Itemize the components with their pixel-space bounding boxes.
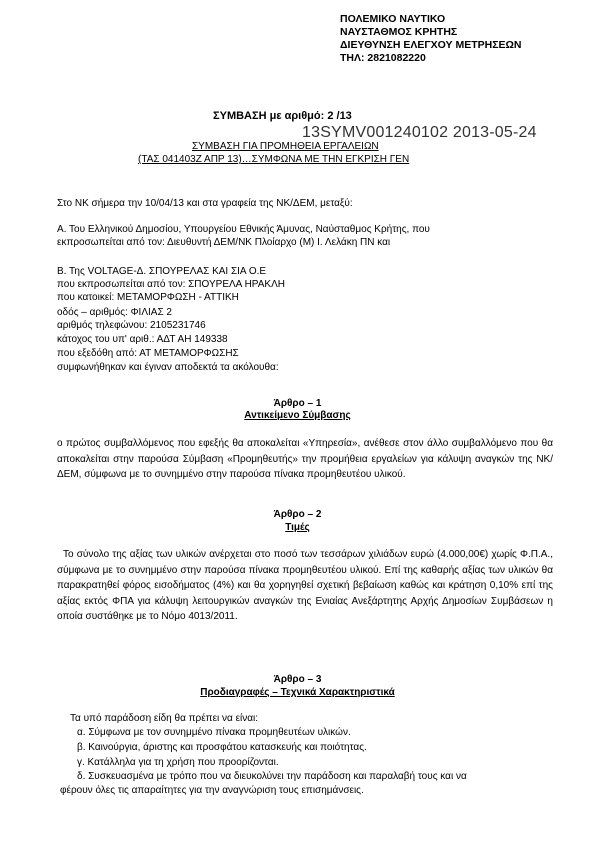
list-item: φέρουν όλες τις απαραίτητες για την αναγνώριση τους επισημάνσεις. <box>60 785 364 796</box>
contract-subtitle: ΣΥΜΒΑΣΗ ΓΙΑ ΠΡΟΜΗΘΕΙΑ ΕΡΓΑΛΕΙΩΝ <box>192 141 379 152</box>
article-heading: Προδιαγραφές – Τεχνικά Χαρακτηριστικά <box>200 687 395 698</box>
org-department: ΔΙΕΥΘΥΝΣΗ ΕΛΕΓΧΟΥ ΜΕΤΡΗΣΕΩΝ <box>340 39 522 51</box>
article-number: Άρθρο – 1 <box>273 398 322 409</box>
org-phone: ΤΗΛ: 2821082220 <box>340 52 426 64</box>
intro-text: Στο ΝΚ σήμερα την 10/04/13 και στα γραφεία της ΝΚ/ΔΕΜ, μεταξύ: <box>57 198 353 209</box>
party-b-line: αριθμός τηλεφώνου: 2105231746 <box>57 320 206 331</box>
party-b-line: συμφωνήθηκαν και έγιναν αποδεκτά τα ακόλουθα: <box>57 362 279 373</box>
party-b-line: κάτοχος του υπ' αριθ.: ΑΔΤ ΑΗ 149338 <box>57 334 228 345</box>
list-item: α. Σύμφωνα με τον συνημμένο πίνακα προμηθευτέων υλικών. <box>77 727 351 738</box>
contract-title: ΣΥΜΒΑΣΗ με αριθμό: 2 /13 <box>213 110 352 122</box>
org-name: ΠΟΛΕΜΙΚΟ ΝΑΥΤΙΚΟ <box>340 13 446 25</box>
party-a-line: Α. Του Ελληνικού Δημοσίου, Υπουργείου Εθνικής Άμυνας, Ναύσταθμος Κρήτης, που <box>57 224 430 235</box>
article-number: Άρθρο – 2 <box>273 509 322 520</box>
party-b-line: Β. Της VOLTAGE-Δ. ΣΠΟΥΡΕΛΑΣ ΚΑΙ ΣΙΑ Ο.Ε <box>57 266 267 277</box>
party-b-line: οδός – αριθμός: ΦΙΛΙΑΣ 2 <box>57 307 172 318</box>
article-number: Άρθρο – 3 <box>273 674 322 685</box>
article-heading: Αντικείμενο Σύμβασης <box>244 410 351 421</box>
article-text: ο πρώτος συμβαλλόμενος που εφεξής θα αποκαλείται «Υπηρεσία», ανέθεσε στον άλλο συμβαλλόμενο που θα αποκαλείται στην παρούσα Σύμβαση «Προμηθευτής» την προμήθεια εργαλείων για κάλυψη αναγκών της ΝΚ/ΔΕΜ, σύμφωνα με το συνημμένο στην παρούσα πίνακα προμηθευτέου υλικού. <box>57 438 553 480</box>
article-lead: Τα υπό παράδοση είδη θα πρέπει να είναι: <box>70 713 259 724</box>
registry-stamp: 13SYMV001240102 2013-05-24 <box>302 124 537 141</box>
article-heading: Τιμές <box>285 522 310 533</box>
list-item: δ. Συσκευασμένα με τρόπο που να διευκολύνει την παράδοση και παραλαβή τους και να <box>77 771 467 782</box>
org-unit: ΝΑΥΣΤΑΘΜΟΣ ΚΡΗΤΗΣ <box>340 26 458 38</box>
list-item: β. Καινούργια, άριστης και προσφάτου κατασκευής και ποιότητας. <box>77 742 367 753</box>
list-item: γ. Κατάλληλα για τη χρήση που προορίζονται. <box>77 757 279 768</box>
party-b-line: που εκπροσωπείται από τον: ΣΠΟΥΡΕΛΑ ΗΡΑΚΛΗ <box>57 279 285 290</box>
article-text: Το σύνολο της αξίας των υλικών ανέρχεται στο ποσό των τεσσάρων χιλιάδων ευρώ (4.000,00€) χωρίς Φ.Π.Α., σύμφωνα με το συνημμένο στην παρούσα πίνακα προμηθευτέου υλικού. Επί της καθαρής αξίας των υλικών θα παρακρατηθεί φόρος εισοδήματος (4%) και θα χορηγηθεί σχετική βεβαίωση καθώς και κράτηση 0,10% επί της αξίας εκτός ΦΠΑ για κάλυψη λειτουργικών αναγκών της Ενιαίας Ανεξάρτητης Αρχής Δημοσίων Συμβάσεων η οποία συστάθηκε με το Νόμο 4013/2011. <box>57 549 553 622</box>
contract-reference: (ΤΑΣ 041403Ζ ΑΠΡ 13)…ΣΥΜΦΩΝΑ ΜΕ ΤΗΝ ΕΓΚΡΙΣΗ ΓΕΝ <box>138 154 410 165</box>
party-b-line: που εξεδόθη από: ΑΤ ΜΕΤΑΜΟΡΦΩΣΗΣ <box>57 348 239 359</box>
party-a-line: εκπροσωπείται από τον: Διευθυντή ΔΕΜ/ΝΚ Πλοίαρχο (Μ) Ι. Λελάκη ΠΝ και <box>57 237 391 248</box>
party-b-line: που κατοικεί: ΜΕΤΑΜΟΡΦΩΣΗ - ΑΤΤΙΚΗ <box>57 292 239 303</box>
